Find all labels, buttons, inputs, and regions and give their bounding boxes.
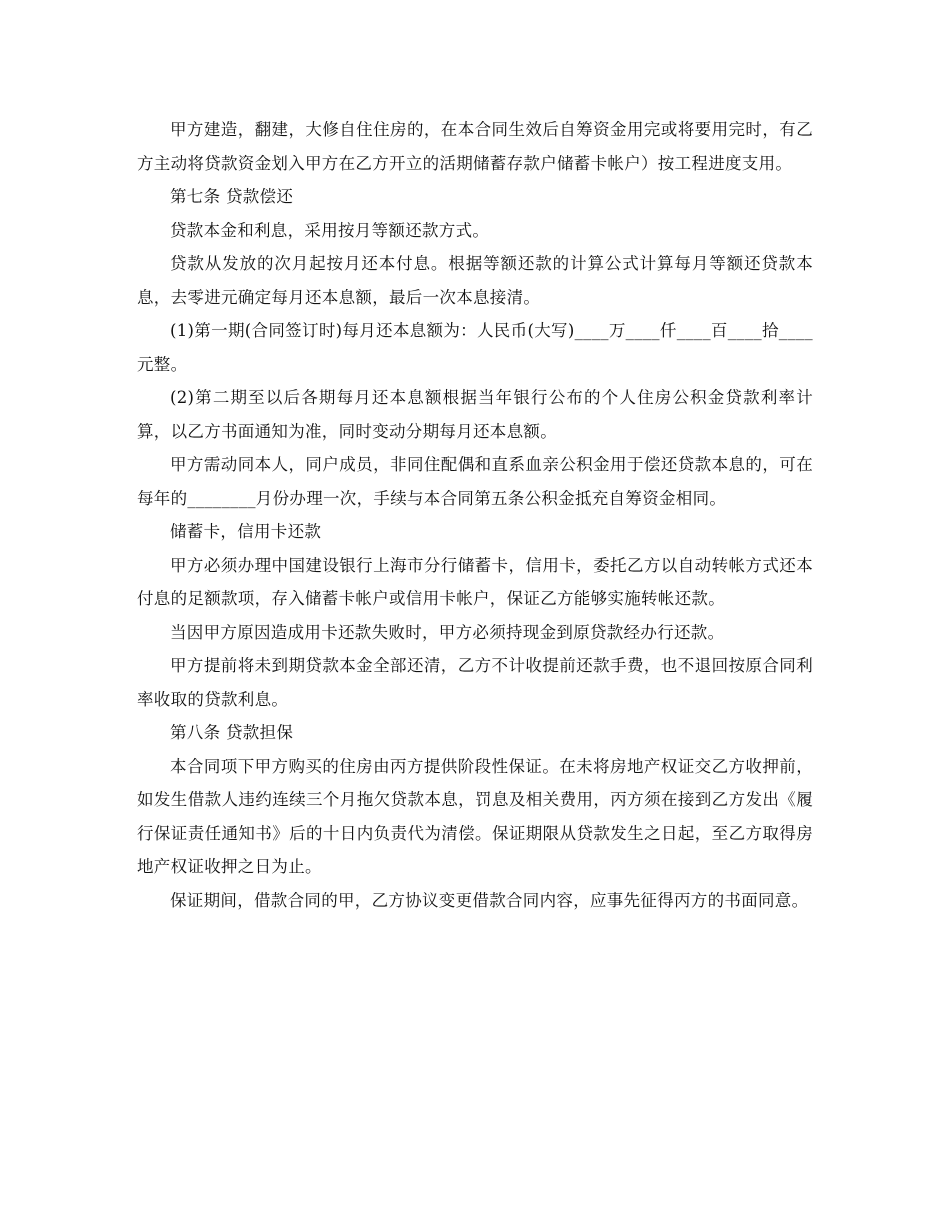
paragraph-monthly-repayment: 贷款从发放的次月起按月还本付息。根据等额还款的计算公式计算每月等额还贷款本息，去零进元确定每月还本息额，最后一次本息接清。 (137, 254, 813, 307)
paragraph-card-auto-transfer: 甲方必须办理中国建设银行上海市分行储蓄卡，信用卡，委托乙方以自动转帐方式还本付息的足额款项，存入储蓄卡帐户或信用卡帐户，保证乙方能够实施转帐还款。 (137, 555, 813, 608)
article-7-heading: 第七条 贷款偿还 (170, 187, 294, 206)
document-body (137, 113, 813, 917)
paragraph-first-period-amount: (1)第一期(合同签订时)每月还本息额为：人民币(大写)____万____仟____百____拾____元整。 (137, 321, 813, 374)
card-repayment-heading: 储蓄卡，信用卡还款 (170, 522, 322, 541)
paragraph-guarantee-period-change: 保证期间，借款合同的甲，乙方协议变更借款合同内容，应事先征得丙方的书面同意。 (170, 890, 809, 910)
paragraph-provident-fund: 甲方需动同本人，同户成员，非同住配偶和直系血亲公积金用于偿还贷款本息的，可在每年的________月份办理一次，手续与本合同第五条公积金抵充自筹资金相同。 (137, 455, 813, 508)
paragraph-early-repayment: 甲方提前将未到期贷款本金全部还清，乙方不计收提前还款手费，也不退回按原合同利率收取的贷款利息。 (137, 656, 813, 709)
paragraph-guarantee: 本合同项下甲方购买的住房由丙方提供阶段性保证。在未将房地产权证交乙方收押前，如发生借款人违约连续三个月拖欠贷款本息，罚息及相关费用，丙方须在接到乙方发出《履行保证责任通知书》后的十日内负责代为清偿。保证期限从贷款发生之日起，至乙方取得房地产权证收押之日为止。 (137, 756, 813, 876)
paragraph-card-failure: 当因甲方原因造成用卡还款失败时，甲方必须持现金到原贷款经办行还款。 (170, 622, 725, 642)
paragraph-repayment-method: 贷款本金和利息，采用按月等额还款方式。 (170, 220, 490, 240)
paragraph-later-periods: (2)第二期至以后各期每月还本息额根据当年银行公布的个人住房公积金贷款利率计算，以乙方书面通知为准，同时变动分期每月还本息额。 (137, 388, 813, 441)
paragraph-construction-funds: 甲方建造，翻建，大修自住住房的，在本合同生效后自筹资金用完或将要用完时，有乙方主动将贷款资金划入甲方在乙方开立的活期储蓄存款户储蓄卡帐户）按工程进度支用。 (137, 120, 813, 173)
article-8-heading: 第八条 贷款担保 (170, 723, 294, 742)
